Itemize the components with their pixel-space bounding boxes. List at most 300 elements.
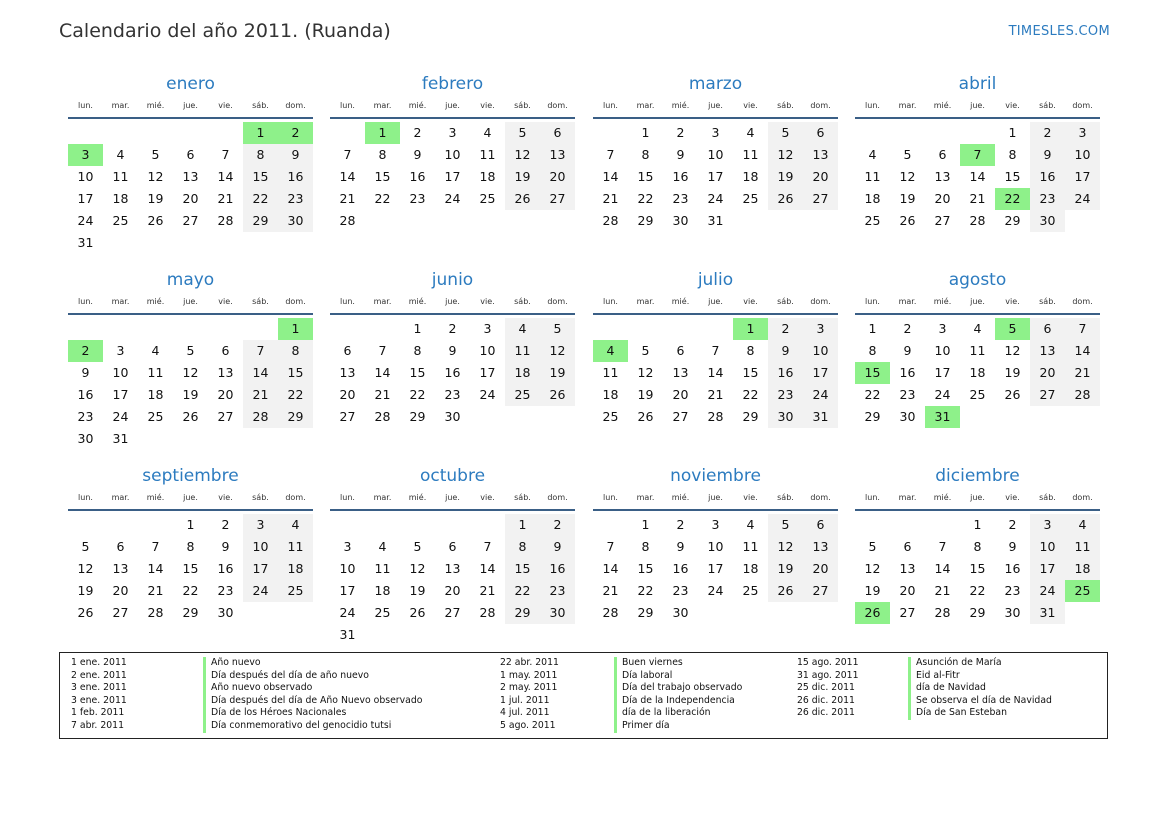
day-cell: 23 <box>1004 583 1021 598</box>
day-cell: 17 <box>1065 166 1100 188</box>
day-cell: 14 <box>479 561 496 576</box>
day-cell: 28 <box>707 409 724 424</box>
day-cell: 5 <box>868 539 877 554</box>
day-cell: 13 <box>217 365 234 380</box>
day-cell: 27 <box>182 213 199 228</box>
weekday-label: mar. <box>373 101 392 110</box>
day-cell: 18 <box>278 558 313 580</box>
day-cell: 29 <box>243 210 278 232</box>
weekday-label: vie. <box>480 297 495 306</box>
legend-holiday-name: Día de San Esteban <box>916 707 1007 719</box>
day-cell: 4 <box>746 517 755 532</box>
day-cell: 2 <box>676 125 685 140</box>
day-cell: 6 <box>186 147 195 162</box>
weekday-label: jue. <box>445 101 460 110</box>
day-cell: 25 <box>147 409 164 424</box>
weekday-label: lun. <box>78 297 93 306</box>
legend-date: 1 may. 2011 <box>500 669 558 681</box>
day-cell: 23 <box>217 583 234 598</box>
day-cell: 21 <box>707 387 724 402</box>
day-cell: 15 <box>409 365 426 380</box>
weekday-label: mar. <box>898 101 917 110</box>
day-cell: 23 <box>672 583 689 598</box>
month-name: marzo <box>688 74 743 94</box>
weekday-label: sáb. <box>514 493 531 502</box>
day-cell: 24 <box>803 384 838 406</box>
weekday-label: mar. <box>898 297 917 306</box>
day-cell: 7 <box>243 340 278 362</box>
day-cell: 30 <box>444 409 461 424</box>
weekday-label: vie. <box>218 101 233 110</box>
legend-date: 22 abr. 2011 <box>500 657 559 668</box>
day-cell: 20 <box>182 191 199 206</box>
day-cell: 7 <box>1065 318 1100 340</box>
day-cell: 16 <box>540 558 575 580</box>
weekday-label: sáb. <box>252 101 269 110</box>
day-cell: 25 <box>602 409 619 424</box>
weekday-label: sáb. <box>1039 493 1056 502</box>
weekday-label: mié. <box>408 493 427 502</box>
weekday-label: lun. <box>865 101 880 110</box>
day-cell: 11 <box>479 147 496 162</box>
day-cell: 16 <box>672 561 689 576</box>
weekday-label: mar. <box>111 297 130 306</box>
day-cell: 17 <box>1030 558 1065 580</box>
day-cell: 4 <box>278 514 313 536</box>
day-cell: 21 <box>339 191 356 206</box>
day-cell: 10 <box>479 343 496 358</box>
day-cell: 17 <box>339 583 356 598</box>
day-cell: 9 <box>540 536 575 558</box>
day-cell: 5 <box>505 122 540 144</box>
day-cell: 31 <box>77 235 94 250</box>
month-junio <box>330 270 575 460</box>
legend-date: 1 feb. 2011 <box>71 707 125 719</box>
legend-date: 25 dic. 2011 <box>797 682 855 694</box>
day-cell: 12 <box>540 340 575 362</box>
day-cell: 19 <box>540 362 575 384</box>
day-cell: 3 <box>1030 514 1065 536</box>
weekday-label: vie. <box>1005 493 1020 502</box>
weekday-label: mié. <box>671 493 690 502</box>
day-cell: 18 <box>742 561 759 576</box>
day-cell: 16 <box>672 169 689 184</box>
day-cell: 22 <box>374 191 391 206</box>
day-cell: 16 <box>899 365 916 380</box>
day-cell: 21 <box>217 191 234 206</box>
day-cell: 14 <box>969 169 986 184</box>
legend-holiday-name: Día laboral <box>622 669 673 681</box>
day-cell: 30 <box>1004 605 1021 620</box>
holiday-day-cell: 1 <box>365 122 400 144</box>
month-name: julio <box>697 270 734 290</box>
day-grid <box>593 502 838 656</box>
day-cell: 21 <box>374 387 391 402</box>
legend-name-column <box>908 657 1052 720</box>
day-cell: 15 <box>505 558 540 580</box>
day-cell: 31 <box>803 406 838 428</box>
day-cell: 15 <box>637 169 654 184</box>
day-cell: 11 <box>147 365 164 380</box>
weekday-label: lun. <box>78 493 93 502</box>
day-cell: 17 <box>707 561 724 576</box>
legend-holiday-name: Año nuevo observado <box>211 682 313 694</box>
day-cell: 11 <box>969 343 986 358</box>
day-cell: 31 <box>112 431 129 446</box>
day-cell: 2 <box>221 517 230 532</box>
day-cell: 8 <box>868 343 877 358</box>
day-cell: 17 <box>803 362 838 384</box>
day-grid <box>330 110 575 264</box>
day-cell: 29 <box>742 409 759 424</box>
day-cell: 16 <box>444 365 461 380</box>
day-cell: 13 <box>339 365 356 380</box>
month-enero <box>68 74 313 264</box>
day-cell: 4 <box>483 125 492 140</box>
day-cell: 10 <box>112 365 129 380</box>
day-cell: 25 <box>112 213 129 228</box>
day-cell: 13 <box>899 561 916 576</box>
day-cell: 21 <box>147 583 164 598</box>
day-cell: 14 <box>707 365 724 380</box>
day-cell: 14 <box>1065 340 1100 362</box>
day-cell: 23 <box>278 188 313 210</box>
month-febrero <box>330 74 575 264</box>
day-cell: 8 <box>973 539 982 554</box>
day-cell: 2 <box>676 517 685 532</box>
day-cell: 17 <box>77 191 94 206</box>
day-grid <box>330 306 575 460</box>
day-cell: 26 <box>768 580 803 602</box>
day-cell: 24 <box>707 583 724 598</box>
day-cell: 15 <box>243 166 278 188</box>
day-cell: 24 <box>1030 580 1065 602</box>
holiday-day-cell: 26 <box>855 602 890 624</box>
day-cell: 8 <box>746 343 755 358</box>
day-cell: 13 <box>540 144 575 166</box>
month-name: mayo <box>166 270 215 290</box>
weekday-label: mar. <box>898 493 917 502</box>
day-cell: 1 <box>868 321 877 336</box>
day-grid <box>68 502 313 656</box>
day-cell: 25 <box>278 580 313 602</box>
legend-holiday-name: Día conmemorativo del genocidio tutsi <box>211 719 392 731</box>
day-cell: 26 <box>540 384 575 406</box>
weekday-label: lun. <box>603 493 618 502</box>
day-cell: 19 <box>182 387 199 402</box>
day-cell: 24 <box>479 387 496 402</box>
weekday-label: mar. <box>373 297 392 306</box>
day-cell: 30 <box>278 210 313 232</box>
day-cell: 15 <box>1004 169 1021 184</box>
legend-date: 4 jul. 2011 <box>500 707 550 719</box>
holiday-day-cell: 4 <box>593 340 628 362</box>
day-cell: 30 <box>77 431 94 446</box>
day-cell: 4 <box>151 343 160 358</box>
day-cell: 19 <box>1004 365 1021 380</box>
month-name: diciembre <box>935 466 1020 486</box>
day-cell: 27 <box>444 605 461 620</box>
day-cell: 3 <box>243 514 278 536</box>
weekday-label: jue. <box>970 297 985 306</box>
day-cell: 13 <box>444 561 461 576</box>
day-cell: 22 <box>243 188 278 210</box>
month-name: abril <box>958 74 997 94</box>
day-cell: 13 <box>1030 340 1065 362</box>
weekday-label: mié. <box>933 101 952 110</box>
day-cell: 11 <box>742 147 759 162</box>
day-cell: 5 <box>903 147 912 162</box>
day-cell: 2 <box>413 125 422 140</box>
weekday-label: vie. <box>1005 297 1020 306</box>
day-cell: 17 <box>707 169 724 184</box>
weekday-label: dom. <box>285 101 306 110</box>
legend-name-column <box>614 657 742 733</box>
day-cell: 24 <box>444 191 461 206</box>
legend-date: 15 ago. 2011 <box>797 657 859 668</box>
day-cell: 9 <box>768 340 803 362</box>
weekday-label: vie. <box>480 101 495 110</box>
holiday-day-cell: 1 <box>278 318 313 340</box>
day-cell: 31 <box>707 213 724 228</box>
day-cell: 9 <box>903 343 912 358</box>
day-cell: 19 <box>147 191 164 206</box>
legend-date: 3 ene. 2011 <box>71 694 127 706</box>
day-cell: 16 <box>278 166 313 188</box>
weekday-label: jue. <box>708 297 723 306</box>
day-cell: 1 <box>973 517 982 532</box>
day-cell: 22 <box>278 384 313 406</box>
day-cell: 24 <box>934 387 951 402</box>
day-cell: 7 <box>151 539 160 554</box>
day-grid <box>330 502 575 656</box>
day-cell: 7 <box>343 147 352 162</box>
day-cell: 24 <box>339 605 356 620</box>
day-cell: 28 <box>934 605 951 620</box>
day-cell: 17 <box>934 365 951 380</box>
day-cell: 23 <box>1030 188 1065 210</box>
day-cell: 4 <box>868 147 877 162</box>
day-cell: 18 <box>969 365 986 380</box>
day-cell: 7 <box>221 147 230 162</box>
day-cell: 14 <box>934 561 951 576</box>
day-cell: 3 <box>448 125 457 140</box>
day-cell: 20 <box>112 583 129 598</box>
page-title: Calendario del año 2011. (Ruanda) <box>59 20 391 42</box>
day-cell: 27 <box>217 409 234 424</box>
day-cell: 4 <box>378 539 387 554</box>
day-cell: 1 <box>186 517 195 532</box>
day-cell: 6 <box>448 539 457 554</box>
weekday-label: vie. <box>218 493 233 502</box>
day-cell: 21 <box>1065 362 1100 384</box>
day-cell: 3 <box>711 125 720 140</box>
day-cell: 22 <box>505 580 540 602</box>
day-cell: 8 <box>186 539 195 554</box>
day-cell: 12 <box>768 144 803 166</box>
day-cell: 27 <box>803 580 838 602</box>
month-diciembre <box>855 466 1100 656</box>
day-cell: 29 <box>637 605 654 620</box>
weekday-label: sáb. <box>1039 297 1056 306</box>
holiday-day-cell: 22 <box>995 188 1030 210</box>
day-cell: 23 <box>672 191 689 206</box>
day-cell: 21 <box>243 384 278 406</box>
day-cell: 29 <box>969 605 986 620</box>
weekday-label: mar. <box>373 493 392 502</box>
month-name: febrero <box>421 74 484 94</box>
holiday-day-cell: 2 <box>68 340 103 362</box>
day-cell: 14 <box>147 561 164 576</box>
day-cell: 19 <box>637 387 654 402</box>
legend-date: 3 ene. 2011 <box>71 682 127 694</box>
legend-holiday-name: día de Navidad <box>916 682 986 694</box>
day-cell: 14 <box>339 169 356 184</box>
day-cell: 30 <box>217 605 234 620</box>
day-cell: 15 <box>969 561 986 576</box>
day-cell: 12 <box>77 561 94 576</box>
month-name: octubre <box>419 466 486 486</box>
day-cell: 7 <box>938 539 947 554</box>
holiday-legend <box>59 652 1108 739</box>
day-cell: 10 <box>444 147 461 162</box>
day-cell: 11 <box>742 539 759 554</box>
day-cell: 5 <box>641 343 650 358</box>
day-grid <box>855 502 1100 656</box>
day-cell: 21 <box>479 583 496 598</box>
day-cell: 20 <box>339 387 356 402</box>
weekday-label: sáb. <box>1039 101 1056 110</box>
day-cell: 24 <box>112 409 129 424</box>
day-cell: 8 <box>413 343 422 358</box>
legend-holiday-name: Día después del día de año nuevo <box>211 669 369 681</box>
day-cell: 30 <box>1030 210 1065 232</box>
day-cell: 10 <box>243 536 278 558</box>
weekday-label: lun. <box>340 101 355 110</box>
day-cell: 28 <box>339 213 356 228</box>
day-cell: 22 <box>182 583 199 598</box>
weekday-label: jue. <box>183 493 198 502</box>
legend-holiday-name: Día de la Independencia <box>622 694 735 706</box>
day-cell: 16 <box>217 561 234 576</box>
day-grid <box>855 306 1100 460</box>
day-cell: 31 <box>339 627 356 642</box>
weekday-label: vie. <box>743 493 758 502</box>
day-cell: 6 <box>221 343 230 358</box>
weekday-label: lun. <box>865 493 880 502</box>
day-cell: 21 <box>602 583 619 598</box>
day-cell: 7 <box>711 343 720 358</box>
day-cell: 17 <box>112 387 129 402</box>
legend-date: 31 ago. 2011 <box>797 669 859 681</box>
day-cell: 6 <box>676 343 685 358</box>
day-cell: 26 <box>637 409 654 424</box>
weekday-label: vie. <box>1005 101 1020 110</box>
legend-holiday-name: Buen viernes <box>622 657 683 668</box>
holiday-day-cell: 5 <box>995 318 1030 340</box>
weekday-label: lun. <box>78 101 93 110</box>
day-cell: 7 <box>606 147 615 162</box>
day-cell: 14 <box>374 365 391 380</box>
weekday-label: mié. <box>408 101 427 110</box>
day-cell: 26 <box>505 188 540 210</box>
day-cell: 4 <box>116 147 125 162</box>
day-cell: 20 <box>803 166 838 188</box>
day-cell: 19 <box>505 166 540 188</box>
day-cell: 2 <box>1030 122 1065 144</box>
day-cell: 2 <box>1008 517 1017 532</box>
day-cell: 11 <box>505 340 540 362</box>
day-cell: 5 <box>186 343 195 358</box>
day-cell: 25 <box>864 213 881 228</box>
day-cell: 8 <box>641 539 650 554</box>
day-cell: 10 <box>77 169 94 184</box>
weekday-label: lun. <box>865 297 880 306</box>
day-cell: 1 <box>413 321 422 336</box>
day-cell: 29 <box>864 409 881 424</box>
day-cell: 25 <box>742 191 759 206</box>
holiday-day-cell: 31 <box>925 406 960 428</box>
day-cell: 18 <box>742 169 759 184</box>
day-cell: 3 <box>116 343 125 358</box>
day-cell: 12 <box>864 561 881 576</box>
day-cell: 25 <box>505 384 540 406</box>
day-cell: 28 <box>479 605 496 620</box>
day-cell: 12 <box>147 169 164 184</box>
day-cell: 5 <box>768 514 803 536</box>
day-cell: 6 <box>903 539 912 554</box>
day-cell: 9 <box>1008 539 1017 554</box>
day-cell: 30 <box>768 406 803 428</box>
weekday-label: sáb. <box>777 493 794 502</box>
day-cell: 1 <box>641 125 650 140</box>
day-cell: 23 <box>540 580 575 602</box>
day-cell: 25 <box>479 191 496 206</box>
day-cell: 10 <box>707 539 724 554</box>
day-cell: 1 <box>505 514 540 536</box>
weekday-label: mar. <box>636 101 655 110</box>
weekday-label: dom. <box>285 297 306 306</box>
holiday-day-cell: 3 <box>68 144 103 166</box>
day-cell: 9 <box>221 539 230 554</box>
day-cell: 23 <box>899 387 916 402</box>
day-cell: 13 <box>182 169 199 184</box>
month-julio <box>593 270 838 460</box>
day-cell: 23 <box>444 387 461 402</box>
day-cell: 11 <box>1065 536 1100 558</box>
weekday-label: jue. <box>970 101 985 110</box>
day-cell: 26 <box>182 409 199 424</box>
day-cell: 28 <box>243 406 278 428</box>
day-cell: 14 <box>602 561 619 576</box>
brand-link[interactable]: TIMESLES.COM <box>1008 24 1110 39</box>
day-cell: 20 <box>672 387 689 402</box>
day-cell: 13 <box>934 169 951 184</box>
day-cell: 4 <box>1065 514 1100 536</box>
day-cell: 12 <box>182 365 199 380</box>
weekday-label: mié. <box>671 297 690 306</box>
day-cell: 7 <box>606 539 615 554</box>
weekday-label: dom. <box>1072 493 1093 502</box>
weekday-label: jue. <box>445 493 460 502</box>
day-cell: 15 <box>278 362 313 384</box>
weekday-label: sáb. <box>252 297 269 306</box>
day-cell: 5 <box>768 122 803 144</box>
weekday-label: mié. <box>146 493 165 502</box>
legend-holiday-name: Día de los Héroes Nacionales <box>211 707 347 719</box>
day-cell: 9 <box>278 144 313 166</box>
holiday-day-cell: 1 <box>243 122 278 144</box>
